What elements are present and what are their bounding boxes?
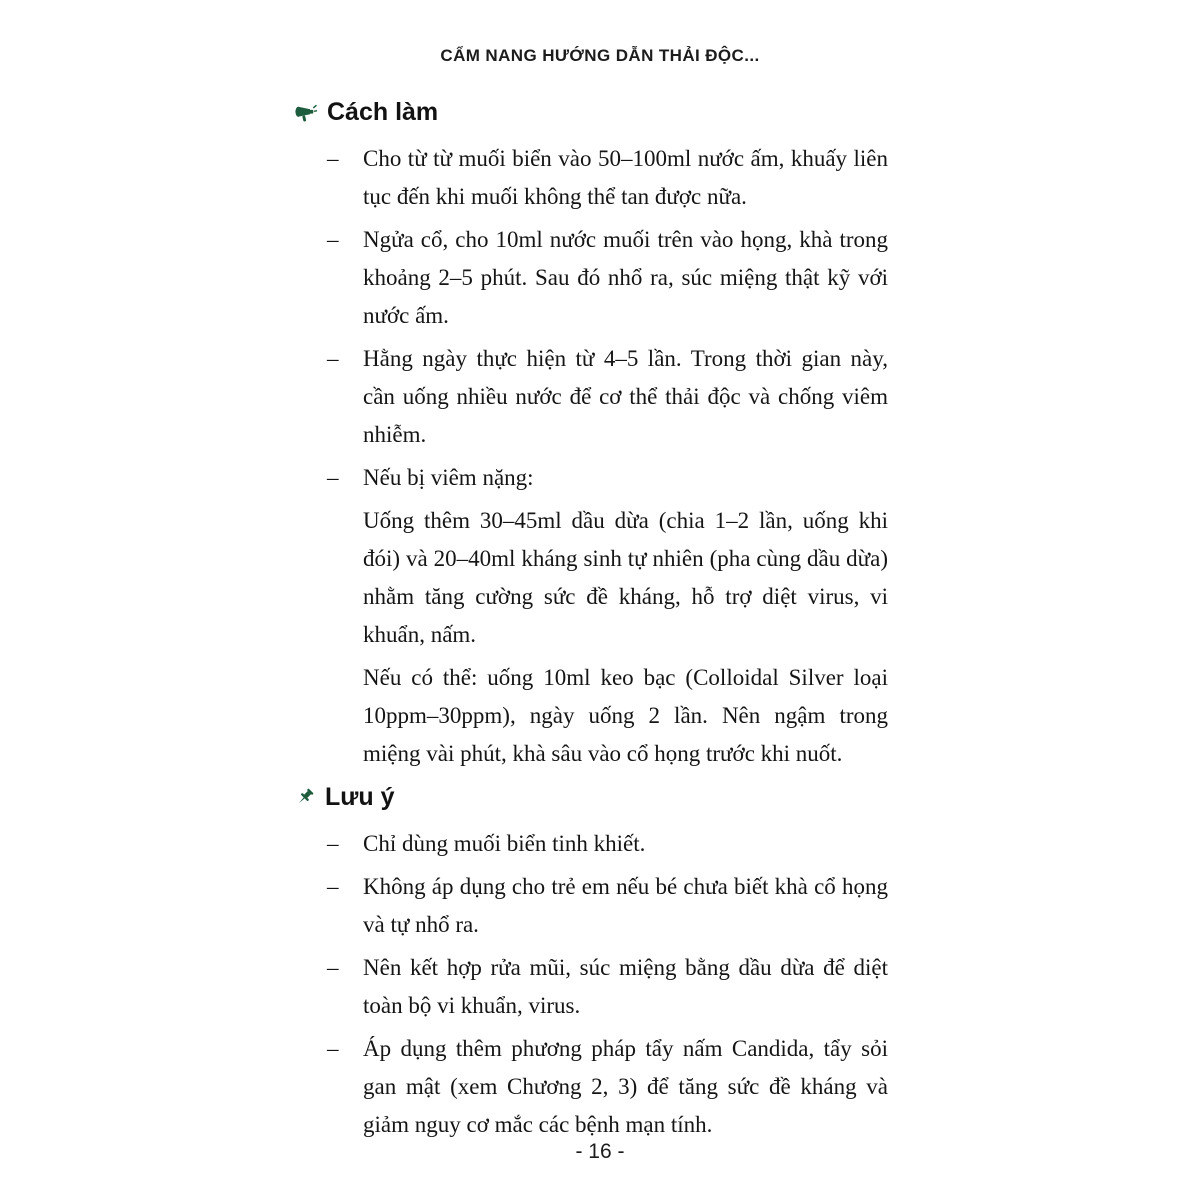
bullet-dash: – xyxy=(327,874,339,899)
running-header: CẨM NANG HƯỚNG DẪN THẢI ĐỘC... xyxy=(440,46,760,65)
bullet-dash: – xyxy=(327,1036,339,1061)
notes-list xyxy=(294,825,888,1144)
section-luu-y xyxy=(294,783,888,1144)
list-item xyxy=(294,221,888,335)
list-item-text: Chỉ dùng muối biển tinh khiết. xyxy=(363,831,646,856)
page-content xyxy=(294,98,888,1144)
list-item xyxy=(294,825,888,863)
megaphone-icon xyxy=(294,101,317,124)
list-item xyxy=(294,502,888,654)
instruction-list xyxy=(294,140,888,773)
section-heading xyxy=(294,98,888,127)
section-heading xyxy=(294,783,888,812)
bullet-dash: – xyxy=(327,465,339,490)
list-item-text: Không áp dụng cho trẻ em nếu bé chưa biết khà cổ họng và tự nhổ ra. xyxy=(363,874,888,937)
list-item-text: Áp dụng thêm phương pháp tẩy nấm Candida, tẩy sỏi gan mật (xem Chương 2, 3) để tăng sức đề kháng và giảm nguy cơ mắc các bệnh mạn tính. xyxy=(363,1036,888,1137)
list-item-text: Nếu bị viêm nặng: xyxy=(363,465,534,490)
page-number: - 16 - xyxy=(575,1140,625,1163)
list-item xyxy=(294,140,888,216)
list-item xyxy=(294,1030,888,1144)
list-item-text: Uống thêm 30–45ml dầu dừa (chia 1–2 lần, uống khi đói) và 20–40ml kháng sinh tự nhiên (pha cùng dầu dừa) nhằm tăng cường sức đề kháng, hỗ trợ diệt virus, vi khuẩn, nấm. xyxy=(363,508,888,647)
section-title: Cách làm xyxy=(327,98,439,126)
list-item-text: Cho từ từ muối biển vào 50–100ml nước ấm, khuấy liên tục đến khi muối không thể tan được nữa. xyxy=(363,146,888,209)
list-item xyxy=(294,340,888,454)
pushpin-icon xyxy=(294,787,315,808)
list-item-text: Nếu có thể: uống 10ml keo bạc (Colloidal Silver loại 10ppm–30ppm), ngày uống 2 lần. Nên ngậm trong miệng vài phút, khà sâu vào cổ họng trước khi nuốt. xyxy=(363,665,888,766)
section-title: Lưu ý xyxy=(325,783,395,811)
list-item xyxy=(294,868,888,944)
list-item xyxy=(294,459,888,497)
bullet-dash: – xyxy=(327,227,339,252)
list-item xyxy=(294,659,888,773)
list-item xyxy=(294,949,888,1025)
list-item-text: Nên kết hợp rửa mũi, súc miệng bằng dầu dừa để diệt toàn bộ vi khuẩn, virus. xyxy=(363,955,888,1018)
list-item-text: Hằng ngày thực hiện từ 4–5 lần. Trong thời gian này, cần uống nhiều nước để cơ thể thải độc và chống viêm nhiễm. xyxy=(363,346,888,447)
bullet-dash: – xyxy=(327,346,339,371)
bullet-dash: – xyxy=(327,831,339,856)
bullet-dash: – xyxy=(327,955,339,980)
bullet-dash: – xyxy=(327,146,339,171)
list-item-text: Ngửa cổ, cho 10ml nước muối trên vào họng, khà trong khoảng 2–5 phút. Sau đó nhổ ra, súc miệng thật kỹ với nước ấm. xyxy=(363,227,888,328)
section-cach-lam xyxy=(294,98,888,773)
